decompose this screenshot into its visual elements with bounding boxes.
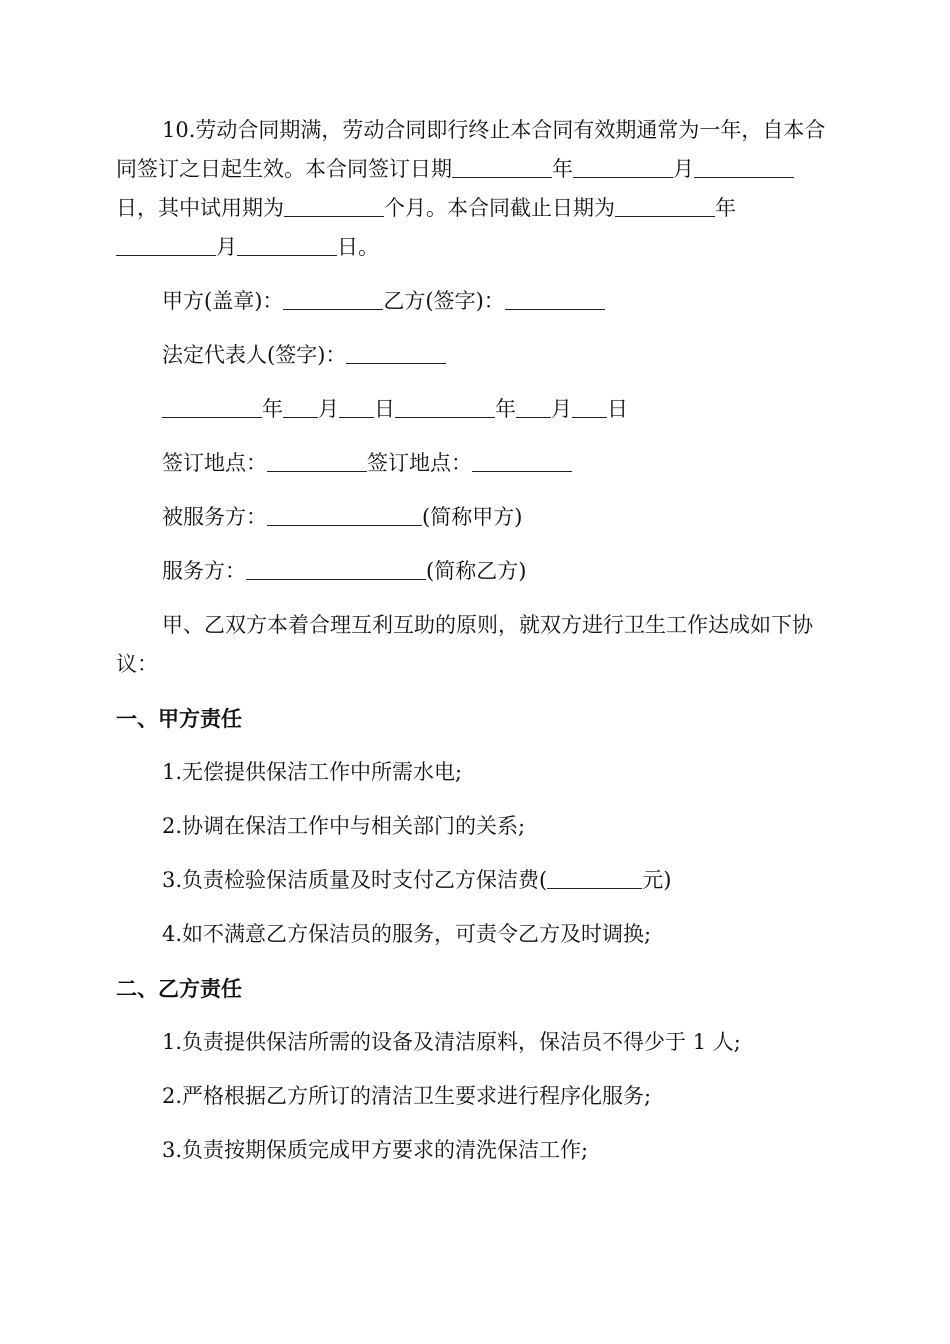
- section-b-heading: 二、乙方责任: [116, 976, 242, 1001]
- legal-rep-blank[interactable]: [346, 341, 446, 364]
- trial-months-blank[interactable]: [284, 194, 384, 217]
- signing-place-blank-b[interactable]: [472, 449, 572, 472]
- party-a-seal-label: 甲方(盖章)：: [162, 289, 284, 313]
- date-a-month-blank[interactable]: [283, 395, 318, 418]
- section-a-heading: 一、甲方责任: [116, 706, 242, 731]
- served-party-label: 被服务方：: [162, 505, 267, 529]
- date-a-day-blank[interactable]: [339, 395, 374, 418]
- served-party-abbr: (简称甲方): [422, 505, 523, 529]
- trial-text: 日，其中试用期为: [116, 196, 284, 220]
- provider-party-line: [116, 552, 832, 591]
- party-b-sign-blank[interactable]: [505, 287, 605, 310]
- section-b-item-1: 1.负责提供保洁所需的设备及清洁原料，保洁员不得少于 1 人;: [162, 1030, 741, 1054]
- date-a-day-label: 日: [374, 397, 395, 421]
- intro-paragraph: 甲、乙双方本着合理互利互助的原则，就双方进行卫生工作达成如下协议：: [116, 613, 813, 676]
- section-b-item-3: 3.负责按期保质完成甲方要求的清洗保洁工作;: [162, 1138, 589, 1162]
- section-a-item-4: 4.如不满意乙方保洁员的服务，可责令乙方及时调换;: [162, 922, 652, 946]
- served-party-blank[interactable]: [267, 503, 422, 526]
- party-a-seal-blank[interactable]: [283, 287, 383, 310]
- date-b-month-label: 月: [551, 397, 572, 421]
- signing-place-blank-a[interactable]: [267, 449, 367, 472]
- section-b-item-2: 2.严格根据乙方所订的清洁卫生要求进行程序化服务;: [162, 1084, 652, 1108]
- end-day-label: 日。: [337, 235, 379, 259]
- sign-year-blank[interactable]: [452, 155, 552, 178]
- signature-line: [116, 282, 832, 321]
- month-label: 月: [673, 157, 694, 181]
- cleaning-fee-unit: 元): [642, 868, 672, 892]
- date-b-day-label: 日: [607, 397, 628, 421]
- end-date-text: 个月。本合同截止日期为: [384, 196, 615, 220]
- date-a-year-blank[interactable]: [162, 395, 262, 418]
- served-party-line: [116, 498, 832, 537]
- provider-party-label: 服务方：: [162, 559, 246, 583]
- year-label: 年: [552, 157, 573, 181]
- signing-place-label-b: 签订地点：: [367, 451, 472, 475]
- end-month-label: 月: [216, 235, 237, 259]
- document-body: [116, 111, 832, 1170]
- clause-10: [116, 111, 832, 267]
- section-a-item-2: 2.协调在保洁工作中与相关部门的关系;: [162, 814, 526, 838]
- section-a-item-1: 1.无偿提供保洁工作中所需水电;: [162, 760, 463, 784]
- end-month-blank[interactable]: [116, 233, 216, 256]
- end-year-blank[interactable]: [615, 194, 715, 217]
- signing-place-line: [116, 444, 832, 483]
- date-line: [116, 390, 832, 429]
- date-b-day-blank[interactable]: [572, 395, 607, 418]
- clause-10-text: 10.劳动合同期满，劳动合同即行终止本合同有效期通常为一年，自本合同签订之日起生效。本合同签订日期: [116, 118, 826, 181]
- party-b-sign-label: 乙方(签字)：: [383, 289, 505, 313]
- section-a-item-3-text: 3.负责检验保洁质量及时支付乙方保洁费(: [162, 868, 548, 892]
- provider-party-blank[interactable]: [246, 557, 426, 580]
- sign-month-blank[interactable]: [573, 155, 673, 178]
- date-a-month-label: 月: [318, 397, 339, 421]
- date-b-year-label: 年: [495, 397, 516, 421]
- sign-day-blank[interactable]: [694, 155, 794, 178]
- end-day-blank[interactable]: [237, 233, 337, 256]
- provider-party-abbr: (简称乙方): [426, 559, 527, 583]
- legal-rep-label: 法定代表人(签字)：: [162, 343, 347, 367]
- cleaning-fee-blank[interactable]: [547, 866, 642, 889]
- section-a-item-3: [116, 861, 832, 900]
- signing-place-label-a: 签订地点：: [162, 451, 267, 475]
- end-year-label: 年: [715, 196, 736, 220]
- date-b-month-blank[interactable]: [516, 395, 551, 418]
- legal-rep-line: [116, 336, 832, 375]
- date-a-year-label: 年: [262, 397, 283, 421]
- date-b-year-blank[interactable]: [395, 395, 495, 418]
